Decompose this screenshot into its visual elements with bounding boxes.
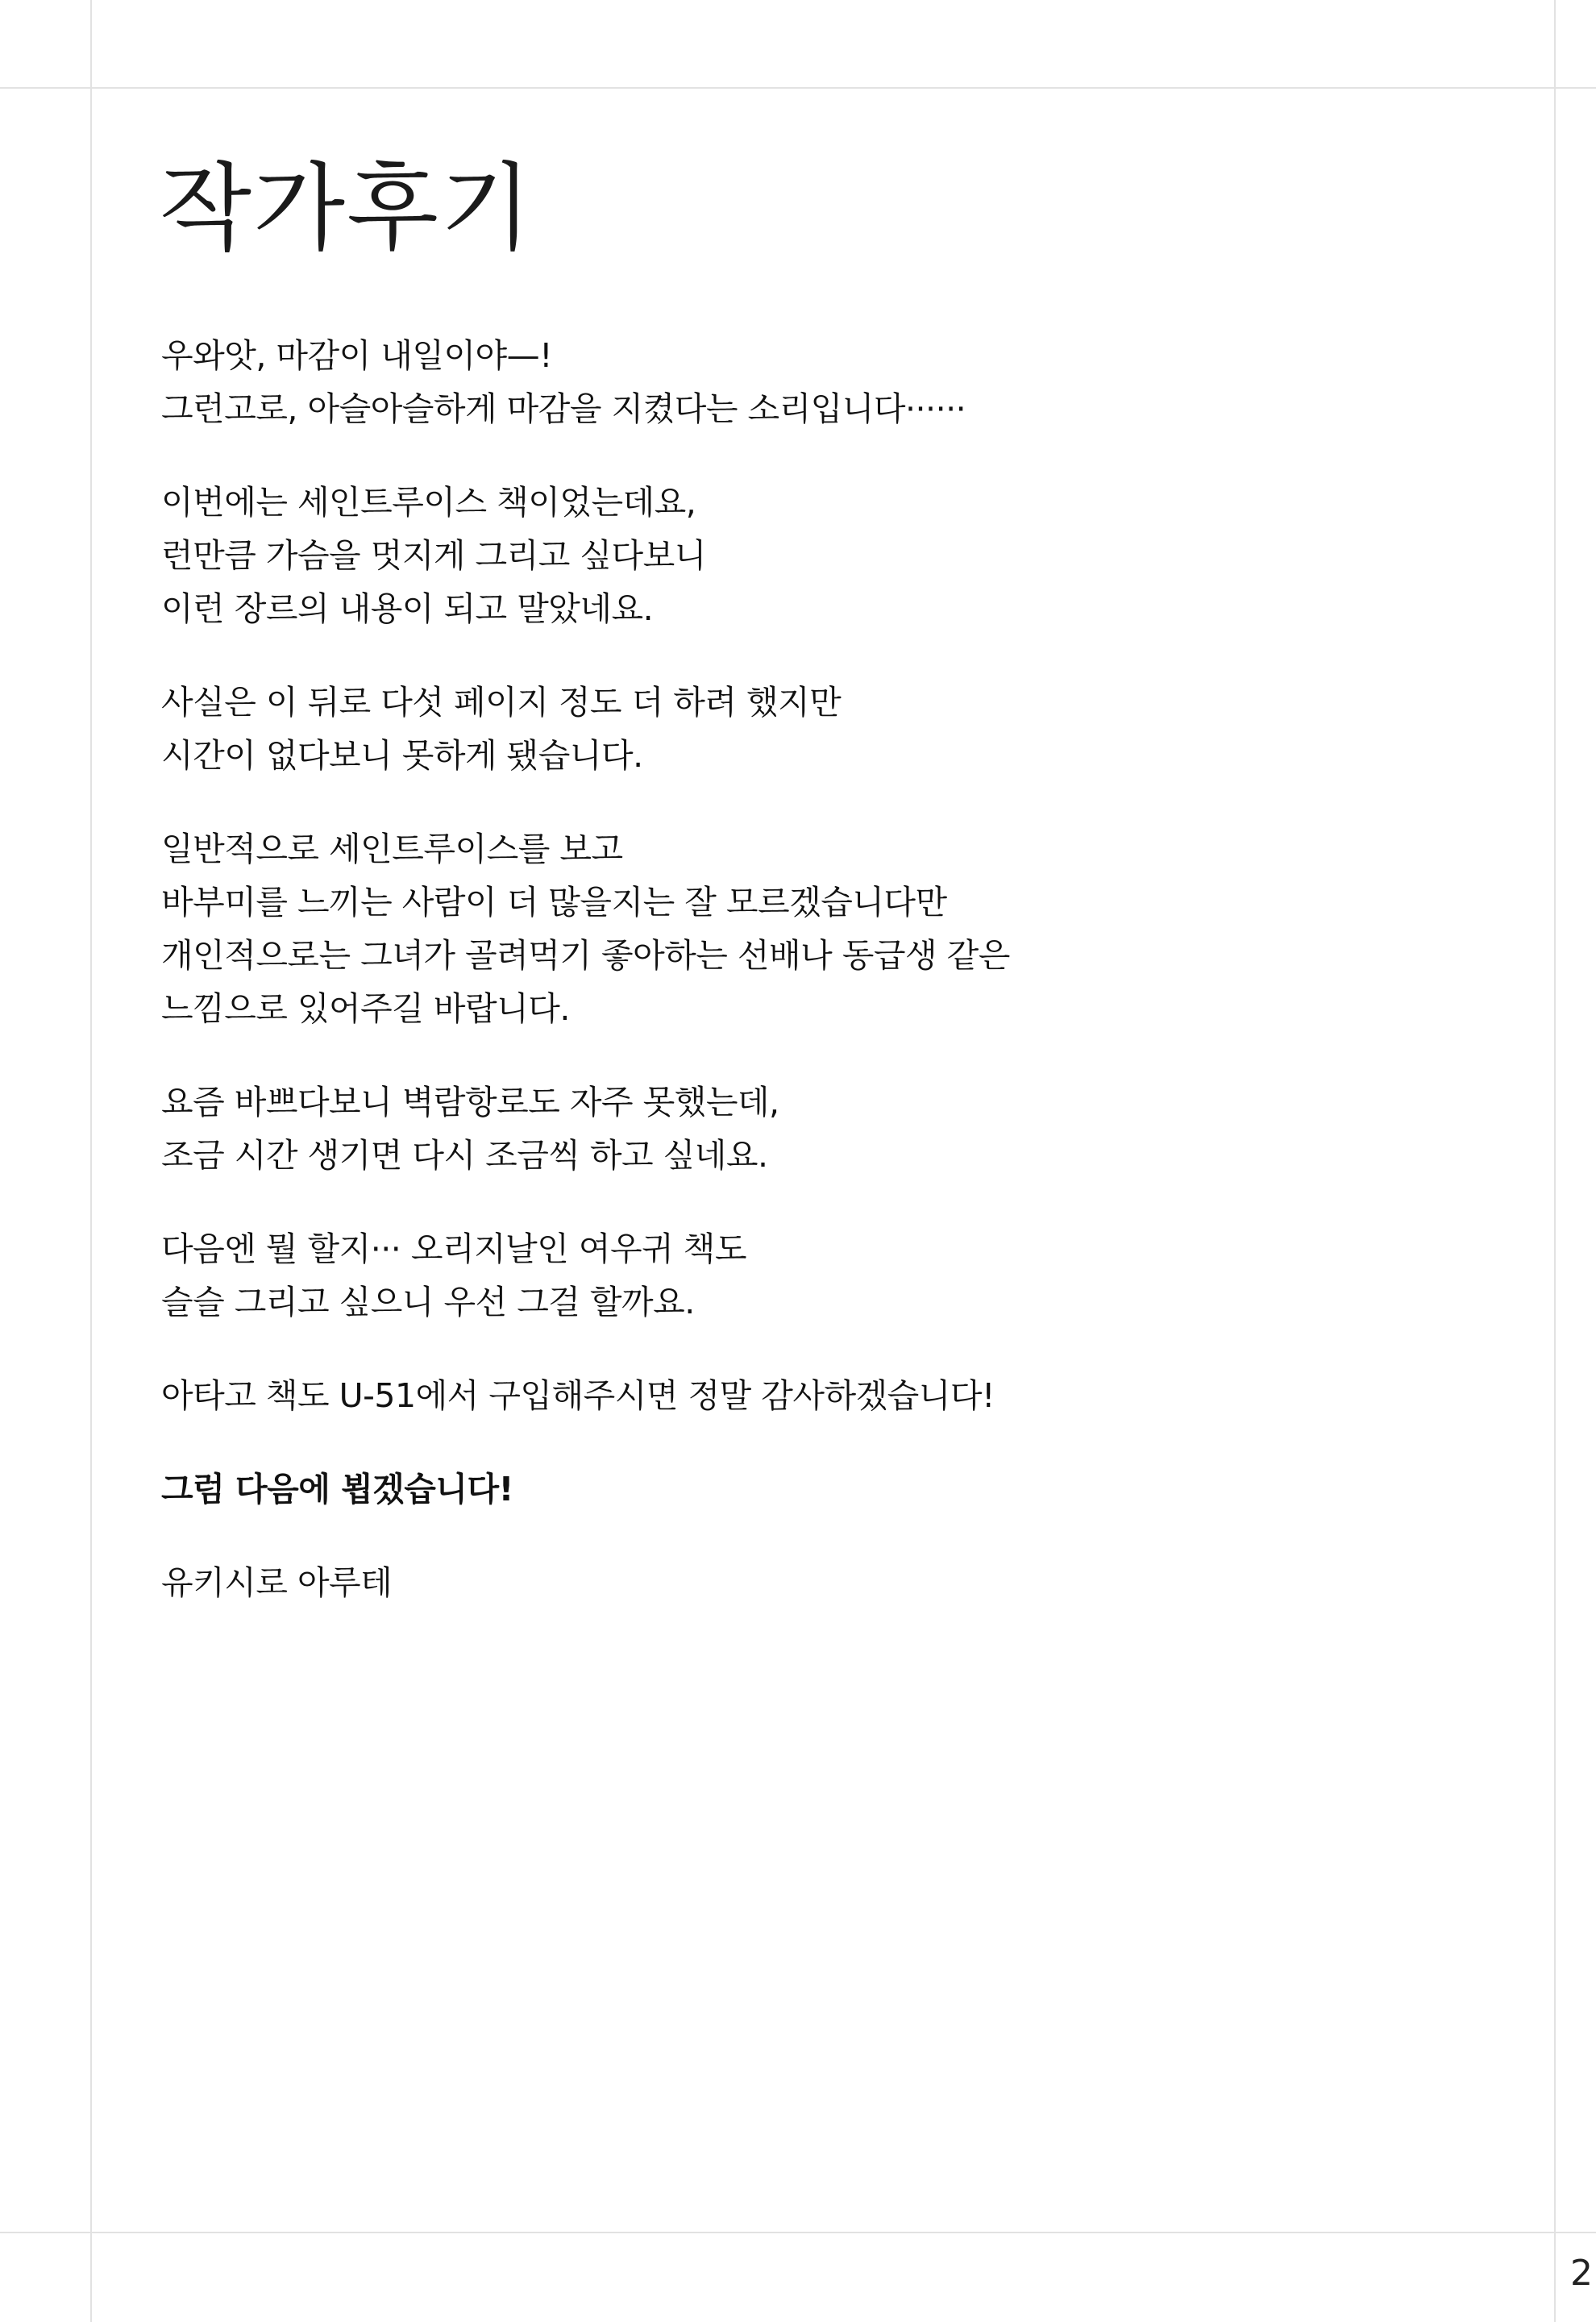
text-line: 느낌으로 있어주길 바랍니다. [161,989,570,1028]
page-title: 작가후기 [160,152,534,264]
text-line: 시간이 없다보니 못하게 됐습니다. [161,736,643,775]
text-line: 그런고로, 아슬아슬하게 마감을 지켰다는 소리입니다······ [161,389,966,428]
scan-frame-right-line [1554,0,1556,2322]
paragraph-6 [161,1222,1290,1329]
author-signature [161,1556,1290,1609]
paragraph-5 [161,1076,1290,1182]
text-line: 우와앗, 마감이 내일이야—! [161,336,553,375]
scan-frame-left-line [90,0,92,2322]
text-line: 요즘 바쁘다보니 벽람항로도 자주 못했는데, [161,1083,779,1121]
text-line: 다음엔 뭘 할지··· 오리지날인 여우귀 책도 [161,1230,746,1268]
page-number: 2 [1570,2253,1593,2294]
afterword-body [161,329,1290,1650]
text-line: 일반적으로 세인트루이스를 보고 [161,830,623,868]
scan-frame-top-line [0,87,1596,89]
text-line: 이런 장르의 내용이 되고 말았네요. [161,589,654,628]
paragraph-2 [161,476,1290,635]
text-line: 조금 시간 생기면 다시 조금씩 하고 싶네요. [161,1136,768,1175]
text-line: 유키시로 아루테 [161,1563,393,1602]
paragraph-4 [161,822,1290,1035]
scan-frame-bottom-line [0,2232,1596,2233]
text-line: 런만큼 가슴을 멋지게 그리고 싶다보니 [161,536,706,575]
text-line: 이번에는 세인트루이스 책이었는데요, [161,483,696,522]
text-line: 바부미를 느끼는 사람이 더 많을지는 잘 모르겠습니다만 [161,883,947,922]
text-line: 사실은 이 뒤로 다섯 페이지 정도 더 하려 했지만 [161,683,842,722]
paragraph-7 [161,1369,1290,1422]
text-line: 아타고 책도 U-51에서 구입해주시면 정말 감사하겠습니다! [161,1376,995,1415]
closing-greeting [161,1463,1290,1516]
text-line: 슬슬 그리고 싶으니 우선 그걸 할까요. [161,1283,695,1321]
text-line: 개인적으로는 그녀가 골려먹기 좋아하는 선배나 동급생 같은 [161,936,1010,975]
text-line: 그럼 다음에 뵙겠습니다! [161,1470,513,1508]
paragraph-1 [161,329,1290,435]
paragraph-3 [161,676,1290,782]
